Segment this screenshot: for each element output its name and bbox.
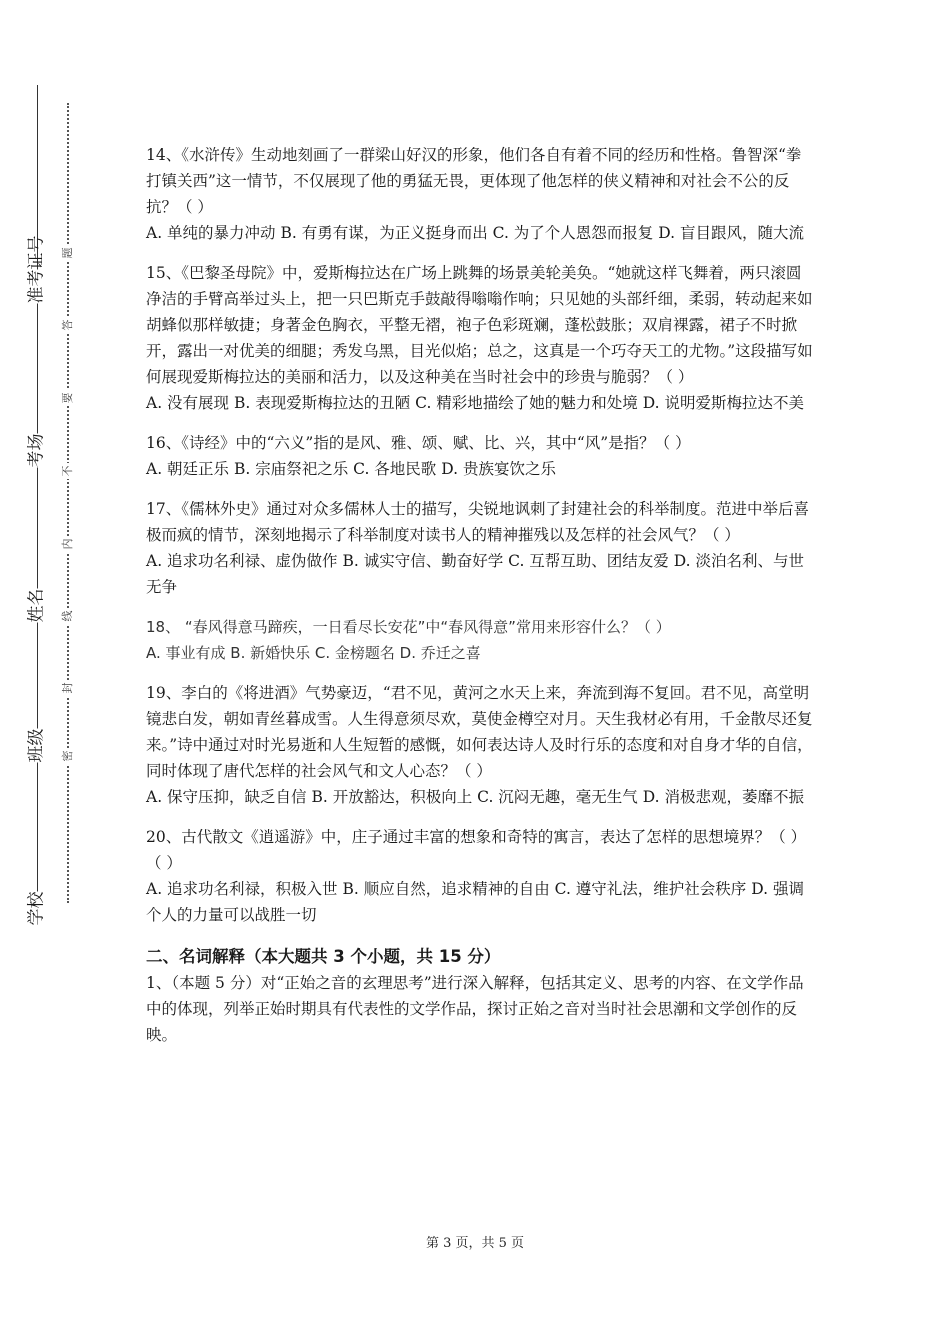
question-options: A. 事业有成 B. 新婚快乐 C. 金榜题名 D. 乔迁之喜: [146, 644, 481, 662]
question-14: [146, 142, 814, 246]
question-17: [146, 496, 814, 600]
page-number: 第 3 页，共 5 页: [425, 1236, 525, 1251]
question-20: [146, 824, 814, 928]
seal-char: 密: [59, 748, 75, 764]
seal-char: 题: [59, 245, 75, 261]
seal-char: 封: [59, 680, 75, 696]
question-15: [146, 260, 814, 416]
exam-content: [146, 142, 814, 1048]
question-16: [146, 430, 814, 482]
seal-char: 要: [59, 390, 75, 406]
question-stem: 17、《儒林外史》通过对众多儒林人士的描写，尖锐地讽刺了封建社会的科举制度。范进中举后喜极而疯的情节，深刻地揭示了科举制度对读书人的精神摧残以及怎样的社会风气？（ ）: [146, 500, 809, 544]
margin-label-school: 学校: [26, 891, 47, 926]
question-stem: 16、《诗经》中的“六义”指的是风、雅、颂、赋、比、兴，其中“风”是指？（ ）: [146, 434, 691, 452]
question-options: A. 追求功名利禄，积极入世 B. 顺应自然，追求精神的自由 C. 遵守礼法，维护社会秩序 D. 强调个人的力量可以战胜一切: [146, 880, 804, 924]
margin-label-exam-id: 准考证号: [26, 235, 47, 304]
question-options: A. 追求功名利禄、虚伪做作 B. 诚实守信、勤奋好学 C. 互帮互助、团结友爱 D. 淡泊名利、与世无争: [146, 552, 804, 596]
seal-dotted-line: [67, 103, 69, 903]
question-stem: 18、 “春风得意马蹄疾，一日看尽长安花”中“春风得意”常用来形容什么？（ ）: [146, 618, 671, 636]
margin-label-exam-room: 考场: [26, 433, 47, 468]
margin-label-name: 姓名: [26, 588, 47, 623]
question-18: [146, 614, 814, 666]
seal-char: 线: [59, 608, 75, 624]
question-19: [146, 680, 814, 810]
seal-char: 内: [59, 536, 75, 552]
section-title: 二、名词解释（本大题共 3 个小题，共 15 分）: [146, 947, 501, 966]
question-stem: 19、李白的《将进酒》气势豪迈，“君不见，黄河之水天上来，奔流到海不复回。君不见，高堂明镜悲白发，朝如青丝暮成雪。人生得意须尽欢，莫使金樽空对月。天生我材必有用，千金散尽还复来。”诗中通过对时光易逝和人生短暂的感慨，如何表达诗人及时行乐的态度和对自身才华的自信，同时体现了唐代怎样的社会风气和文人心态？（ ）: [146, 684, 813, 780]
binding-line: [37, 85, 38, 920]
question-options: A. 保守压抑，缺乏自信 B. 开放豁达，积极向上 C. 沉闷无趣，毫无生气 D. 消极悲观，萎靡不振: [146, 788, 804, 806]
seal-char: 答: [59, 317, 75, 333]
margin-label-class: 班级: [26, 728, 47, 763]
question-stem: 15、《巴黎圣母院》中，爱斯梅拉达在广场上跳舞的场景美轮美奂。“她就这样飞舞着，两只滚圆净洁的手臂高举过头上，把一只巴斯克手鼓敲得嗡嗡作响；只见她的头部纤细，柔弱，转动起来如胡蜂似那样敏捷；身著金色胸衣，平整无褶，袍子色彩斑斓，蓬松鼓胀；双肩裸露，裙子不时掀开，露出一对优美的细腿；秀发乌黑，目光似焰；总之，这真是一个巧夺天工的尤物。”这段描写如何展现爱斯梅拉达的美丽和活力，以及这种美在当时社会中的珍贵与脆弱？（ ）: [146, 264, 813, 386]
question-stem: 14、《水浒传》生动地刻画了一群梁山好汉的形象，他们各自有着不同的经历和性格。鲁智深“拳打镇关西”这一情节，不仅展现了他的勇猛无畏，更体现了他怎样的侠义精神和对社会不公的反抗？（ ）: [146, 146, 802, 216]
section-question-1: 1、（本题 5 分）对“正始之音的玄理思考”进行深入解释，包括其定义、思考的内容、在文学作品中的体现，列举正始时期具有代表性的文学作品，探讨正始之音对当时社会思潮和文学创作的反映。: [146, 974, 804, 1044]
question-options: A. 单纯的暴力冲动 B. 有勇有谋，为正义挺身而出 C. 为了个人恩怨而报复 D. 盲目跟风，随大流: [146, 224, 804, 242]
question-stem: 20、古代散文《逍遥游》中，庄子通过丰富的想象和奇特的寓言，表达了怎样的思想境界？（ ） （ ）: [146, 828, 807, 872]
question-options: A. 没有展现 B. 表现爱斯梅拉达的丑陋 C. 精彩地描绘了她的魅力和处境 D. 说明爱斯梅拉达不美: [146, 394, 804, 412]
seal-char: 不: [59, 463, 75, 479]
question-options: A. 朝廷正乐 B. 宗庙祭祀之乐 C. 各地民歌 D. 贵族宴饮之乐: [146, 460, 556, 478]
